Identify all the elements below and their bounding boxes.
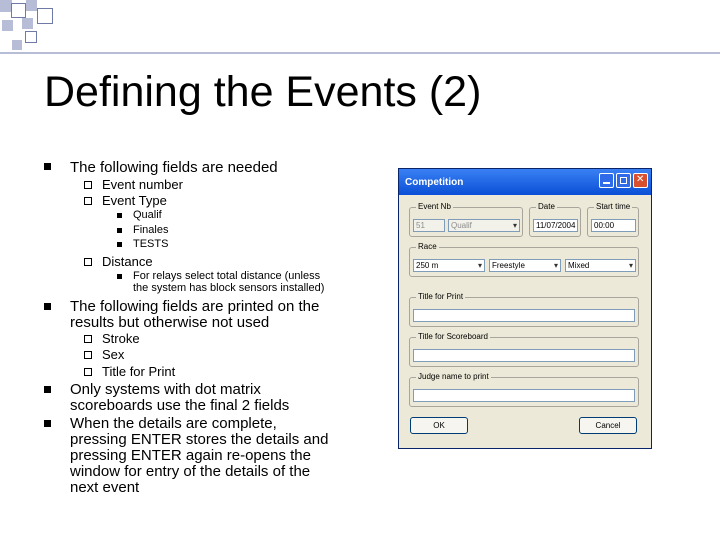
sub-sub-bullet-text: TESTS — [133, 238, 169, 250]
bullet-marker — [44, 386, 51, 393]
event-nb-group — [409, 202, 523, 237]
sub-bullet-text: Stroke — [102, 331, 140, 346]
cancel-button[interactable]: Cancel — [579, 417, 637, 434]
header-rule — [0, 52, 720, 54]
sub-bullet-text: Event Type — [102, 193, 167, 208]
bullet-text: next event — [70, 479, 140, 496]
bullet-text: window for entry of the details of the — [70, 463, 311, 480]
title-print-label: Title for Print — [418, 292, 464, 301]
sub-bullet-marker — [84, 368, 92, 376]
distance-dropdown[interactable]: 250 m ▾ — [413, 259, 485, 272]
sub-bullet-marker — [84, 197, 92, 205]
bullet-text: results but otherwise not used — [70, 314, 270, 331]
sub-sub-bullet-text: the system has block sensors installed) — [133, 282, 325, 294]
title-scoreboard-label: Title for Scoreboard — [418, 332, 488, 341]
event-type-dropdown[interactable]: Qualif ▾ — [448, 219, 520, 232]
bullet-marker — [44, 420, 51, 427]
date-label: Date — [538, 202, 555, 211]
decor-square — [2, 20, 13, 31]
sub-bullet-text: Title for Print — [102, 364, 176, 379]
sub-sub-bullet-text: Qualif — [133, 209, 162, 221]
sub-bullet-marker — [84, 335, 92, 343]
sub-sub-bullet-marker — [117, 274, 122, 279]
sub-bullet-marker — [84, 351, 92, 359]
sub-sub-bullet-text: For relays select total distance (unless — [133, 270, 321, 282]
bullet-text: When the details are complete, — [70, 415, 277, 432]
event-nb-label: Event Nb — [418, 202, 451, 211]
date-group — [529, 202, 581, 237]
minimize-button[interactable] — [599, 173, 614, 188]
start-time-group — [587, 202, 639, 237]
decor-square — [25, 31, 37, 43]
decor-square — [11, 3, 26, 18]
slide-title: Defining the Events (2) — [44, 68, 482, 116]
date-field[interactable]: 11/07/2004 — [533, 219, 578, 232]
start-time-label: Start time — [596, 202, 631, 211]
start-time-field[interactable]: 00:00 — [591, 219, 636, 232]
sub-bullet-text: Distance — [102, 254, 153, 269]
title-scoreboard-field[interactable] — [413, 349, 635, 362]
judge-name-group — [409, 372, 639, 407]
bullet-text: pressing ENTER stores the details and — [70, 431, 329, 448]
sex-dropdown[interactable]: Mixed ▾ — [565, 259, 636, 272]
decor-square — [22, 18, 33, 29]
title-print-group — [409, 292, 639, 327]
sub-sub-bullet-marker — [117, 228, 122, 233]
maximize-button[interactable] — [616, 173, 631, 188]
close-button[interactable] — [633, 173, 648, 188]
stroke-dropdown[interactable]: Freestyle ▾ — [489, 259, 561, 272]
sub-sub-bullet-marker — [117, 242, 122, 247]
bullet-text: scoreboards use the final 2 fields — [70, 397, 290, 414]
judge-name-field[interactable] — [413, 389, 635, 402]
dialog-titlebar — [399, 169, 651, 195]
race-group — [409, 242, 639, 277]
title-scoreboard-group — [409, 332, 639, 367]
bullet-text: The following fields are needed — [70, 159, 278, 176]
dialog-title: Competition — [405, 177, 464, 188]
title-print-field[interactable] — [413, 309, 635, 322]
sub-bullet-marker — [84, 181, 92, 189]
bullet-marker — [44, 163, 51, 170]
bullet-text: The following fields are printed on the — [70, 298, 320, 315]
sub-bullet-text: Event number — [102, 177, 183, 192]
bullet-text: pressing ENTER again re-opens the — [70, 447, 311, 464]
sub-sub-bullet-marker — [117, 213, 122, 218]
competition-dialog — [398, 168, 652, 449]
bullet-text: Only systems with dot matrix — [70, 381, 261, 398]
decor-square — [26, 0, 37, 11]
sub-bullet-marker — [84, 258, 92, 266]
sub-bullet-text: Sex — [102, 347, 125, 362]
ok-button[interactable]: OK — [410, 417, 468, 434]
bullet-marker — [44, 303, 51, 310]
decor-square — [12, 40, 22, 50]
race-label: Race — [418, 242, 437, 251]
event-nb-field[interactable]: 51 — [413, 219, 445, 232]
sub-sub-bullet-text: Finales — [133, 224, 169, 236]
decor-square — [37, 8, 53, 24]
judge-name-label: Judge name to print — [418, 372, 489, 381]
